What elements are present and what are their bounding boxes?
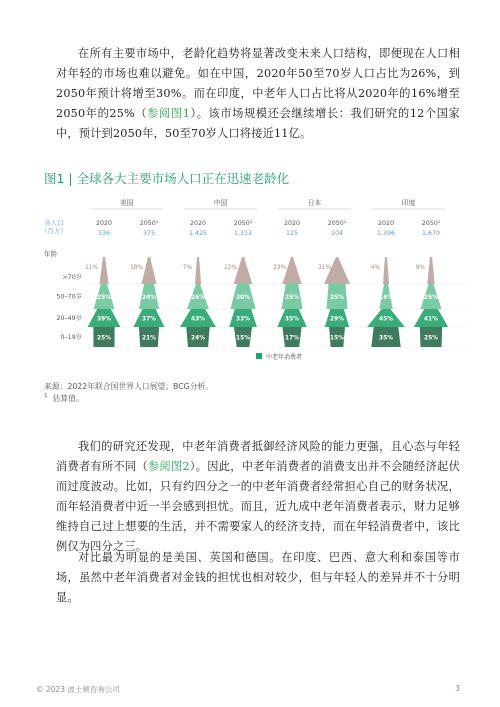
share-label: 35%: [379, 335, 393, 342]
year-label: 2050¹: [421, 220, 441, 227]
share-label: 43%: [191, 316, 205, 323]
population-value: 104: [330, 230, 344, 237]
share-label-old: 31%: [318, 265, 331, 271]
paragraph-text: 对比最为明显的是美国、英国和德国。在印度、巴西、意大利和泰国等市场，虽然中老年消费者对金钱的担忧也相对较少，但与年轻人的差异并不十分明显。: [56, 551, 460, 604]
share-label-old: 18%: [130, 265, 143, 271]
population-label: 各人口: [44, 219, 64, 227]
country-label: 美国: [119, 199, 134, 207]
legend-swatch: [256, 353, 262, 359]
population-value: 336: [97, 230, 111, 237]
share-label-old: 9%: [415, 265, 425, 271]
share-label: 26%: [191, 295, 205, 301]
pyramid-band: [383, 257, 389, 284]
share-label: 25%: [285, 295, 299, 301]
footnote-mark: 1: [44, 393, 48, 400]
share-label: 30%: [236, 295, 250, 301]
pyramid-band: [141, 257, 156, 284]
pyramid-band: [195, 257, 201, 284]
paragraph-text: 在所有主要市场中，老龄化趋势将显著改变未来人口结构，即便现在人口相对年轻的市场也难以避免。如在中国，2020年50至70岁人口占比为26%，到2050年预计将增至30%。而在印度，中老年人口占比将从2020年的16%增至2050年的25%（: [56, 47, 460, 120]
share-label: 37%: [142, 316, 156, 323]
footnote-text: 估算值。: [52, 394, 84, 403]
year-label: 2020: [283, 220, 301, 227]
figure-reference-link[interactable]: 参阅图1: [147, 107, 191, 120]
share-label: 25%: [424, 295, 438, 301]
paragraph-text: ）。该市场规模还会继续增长：我们研究的12个国家中，预计到2050年，50至70岁人口将接近11亿。: [56, 107, 460, 140]
population-value: 1,425: [188, 230, 208, 237]
share-label-old: 22%: [224, 265, 237, 271]
paragraph-text: 我们的研究还发现，中老年消费者抵御经济风险的能力更强，且心态与年轻消费者有所不同（: [56, 440, 460, 473]
share-label-old: 23%: [273, 265, 286, 271]
share-label-old: 4%: [370, 265, 380, 271]
figure-title: 图1 | 全球各大主要市场人口正在迅速老龄化: [44, 171, 290, 186]
age-band-label: 0–19岁: [60, 334, 82, 341]
research-paragraph: [56, 437, 460, 557]
year-label: 2020: [377, 220, 395, 227]
pyramid-band: [99, 257, 108, 284]
legend-label: 中老年消费者: [266, 354, 303, 361]
population-unit: （百万）: [41, 227, 67, 235]
share-label: 15%: [236, 335, 250, 342]
figure-source: 来源：2022年联合国世界人口展望；BCG分析。: [44, 382, 214, 391]
population-value: 375: [142, 230, 156, 237]
age-band-label: 50–70岁: [56, 293, 82, 301]
share-label: 33%: [236, 316, 250, 323]
share-label: 45%: [379, 316, 393, 323]
share-label: 39%: [97, 316, 111, 323]
population-pyramid-chart: [40, 190, 470, 372]
share-label: 24%: [191, 335, 205, 342]
share-label-old: 7%: [182, 265, 192, 271]
age-axis-label: 年龄: [44, 250, 57, 258]
footer-copyright: © 2023 波士顿咨询公司: [36, 685, 120, 694]
share-label: 25%: [97, 335, 111, 342]
share-label: 15%: [330, 335, 344, 342]
page-number: 3: [455, 684, 460, 693]
share-label: 17%: [285, 335, 299, 342]
age-band-label: >70岁: [62, 274, 82, 281]
population-value: 1,396: [376, 230, 396, 237]
intro-paragraph: [56, 44, 460, 144]
share-label-old: 11%: [85, 265, 98, 271]
share-label: 24%: [142, 295, 156, 301]
paragraph-text: ）。因此，中老年消费者的消费支出并不会随经济起伏而过度波动。比如，只有约四分之一的中老年消费者经常担心自己的财务状况，而年轻消费者中近一半会感到担忧。而且，近九成中老年消费者表示，财力足够维持自己过上想要的生活，并不需要家人的经济支持，而在年轻消费者中，该比例仅为四分之三。: [56, 460, 461, 553]
year-label: 2050¹: [327, 220, 347, 227]
country-label: 印度: [401, 199, 416, 207]
year-label: 2020: [95, 220, 113, 227]
share-label: 29%: [330, 316, 344, 323]
comparison-paragraph: [56, 548, 460, 608]
share-label: 25%: [97, 295, 111, 301]
population-value: 1,670: [421, 230, 441, 237]
share-label: 35%: [285, 316, 299, 323]
share-label: 16%: [379, 295, 393, 301]
year-label: 2050¹: [139, 220, 159, 227]
country-label: 日本: [307, 199, 322, 207]
pyramid-band: [427, 257, 435, 284]
country-label: 中国: [213, 199, 228, 207]
population-value: 125: [285, 230, 299, 237]
share-label: 21%: [142, 335, 156, 342]
figure-reference-link[interactable]: 参阅图2: [147, 460, 190, 473]
share-label: 25%: [424, 335, 438, 342]
year-label: 2020: [189, 220, 207, 227]
share-label: 25%: [330, 295, 344, 301]
year-label: 2050¹: [233, 220, 253, 227]
share-label: 41%: [424, 316, 438, 323]
age-band-label: 20–49岁: [56, 315, 82, 322]
figure-footnote: [44, 393, 84, 404]
population-value: 1,313: [233, 230, 253, 237]
